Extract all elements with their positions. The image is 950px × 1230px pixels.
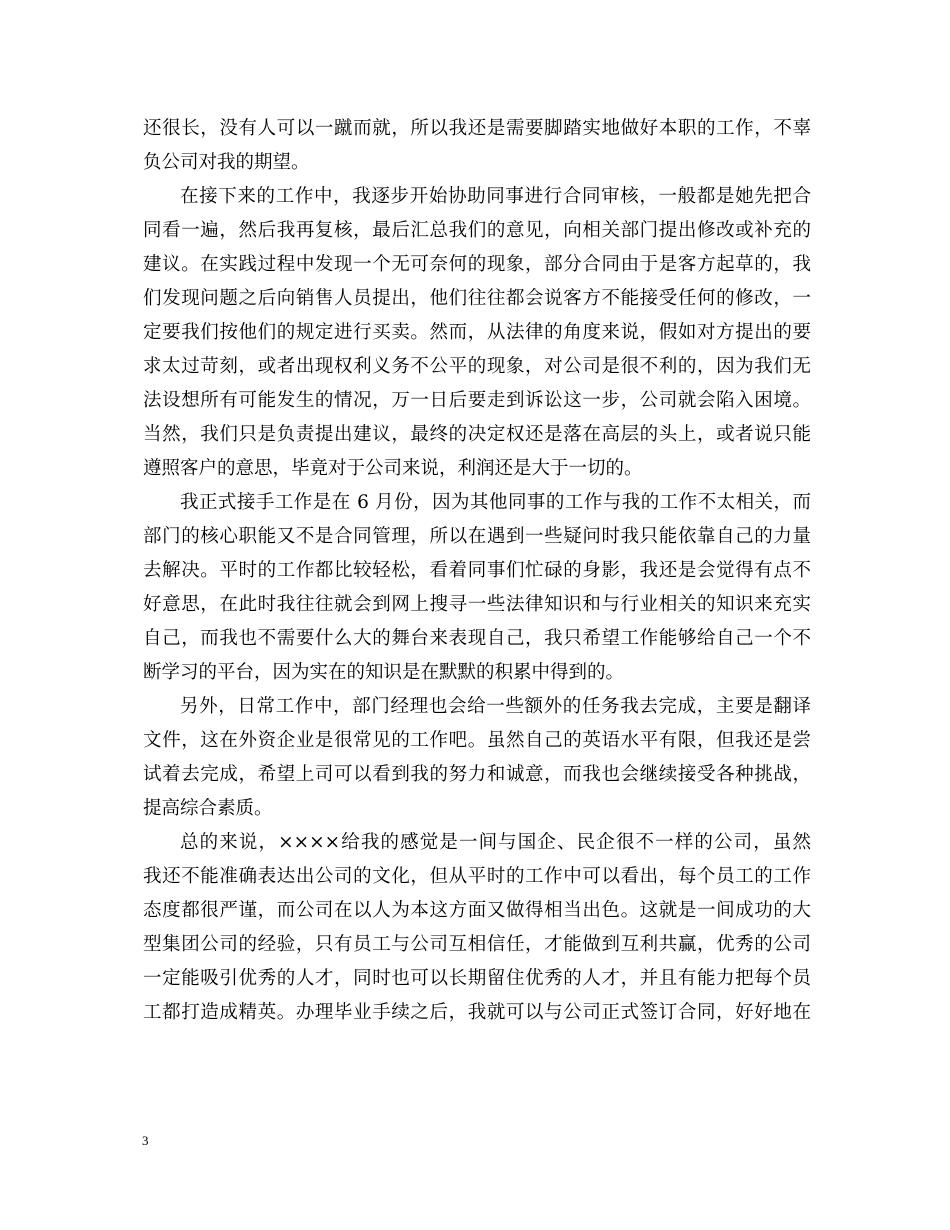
text-line: 自己，而我也不需要什么大的舞台来表现自己，我只希望工作能够给自己一个不 xyxy=(143,628,811,649)
text-line: 总的来说，××××给我的感觉是一间与国企、民企很不一样的公司，虽然 xyxy=(180,832,811,853)
text-line: 文件，这在外资企业是很常见的工作吧。虽然自己的英语水平有限，但我还是尝 xyxy=(143,730,811,751)
text-line: 还很长，没有人可以一蹴而就，所以我还是需要脚踏实地做好本职的工作，不辜 xyxy=(143,118,811,139)
text-line: 定要我们按他们的规定进行买卖。然而，从法律的角度来说，假如对方提出的要 xyxy=(143,322,811,343)
text-line: 去解决。平时的工作都比较轻松，看着同事们忙碌的身影，我还是会觉得有点不 xyxy=(143,560,811,581)
text-line: 在接下来的工作中，我逐步开始协助同事进行合同审核，一般都是她先把合 xyxy=(180,186,811,207)
text-line: 提高综合素质。 xyxy=(143,798,273,819)
text-line: 断学习的平台，因为实在的知识是在默默的积累中得到的。 xyxy=(143,662,625,683)
paragraph xyxy=(143,112,811,180)
document-body xyxy=(143,112,811,1030)
text-line: 我正式接手工作是在 6 月份，因为其他同事的工作与我的工作不太相关，而 xyxy=(180,492,811,513)
text-line: 负公司对我的期望。 xyxy=(143,152,310,173)
text-line: 法设想所有可能发生的情况，万一日后要走到诉讼这一步，公司就会陷入困境。 xyxy=(143,390,811,411)
text-line: 求太过苛刻，或者出现权利义务不公平的现象，对公司是很不利的，因为我们无 xyxy=(143,356,811,377)
text-line: 们发现问题之后向销售人员提出，他们往往都会说客方不能接受任何的修改，一 xyxy=(143,288,811,309)
text-line: 工都打造成精英。办理毕业手续之后，我就可以与公司正式签订合同，好好地在 xyxy=(143,1002,811,1023)
text-line: 同看一遍，然后我再复核，最后汇总我们的意见，向相关部门提出修改或补充的 xyxy=(143,220,811,241)
paragraph xyxy=(143,486,811,690)
paragraph xyxy=(143,690,811,826)
text-line: 另外，日常工作中，部门经理也会给一些额外的任务我去完成，主要是翻译 xyxy=(180,696,811,717)
paragraph xyxy=(143,180,811,486)
text-line: 建议。在实践过程中发现一个无可奈何的现象，部分合同由于是客方起草的，我 xyxy=(143,254,811,275)
text-line: 遵照客户的意思，毕竟对于公司来说，利润还是大于一切的。 xyxy=(143,458,643,479)
text-line: 态度都很严谨，而公司在以人为本这方面又做得相当出色。这就是一间成功的大 xyxy=(143,900,811,921)
text-line: 试着去完成，希望上司可以看到我的努力和诚意，而我也会继续接受各种挑战， xyxy=(143,764,811,785)
text-line: 当然，我们只是负责提出建议，最终的决定权还是落在高层的头上，或者说只能 xyxy=(143,424,811,445)
text-line: 一定能吸引优秀的人才，同时也可以长期留住优秀的人才，并且有能力把每个员 xyxy=(143,968,811,989)
page-number: 3 xyxy=(142,1133,149,1148)
paragraph xyxy=(143,826,811,1030)
text-line: 型集团公司的经验，只有员工与公司互相信任，才能做到互利共赢，优秀的公司 xyxy=(143,934,811,955)
text-line: 好意思，在此时我往往就会到网上搜寻一些法律知识和与行业相关的知识来充实 xyxy=(143,594,811,615)
text-line: 部门的核心职能又不是合同管理，所以在遇到一些疑问时我只能依靠自己的力量 xyxy=(143,526,811,547)
text-line: 我还不能准确表达出公司的文化，但从平时的工作中可以看出，每个员工的工作 xyxy=(143,866,811,887)
